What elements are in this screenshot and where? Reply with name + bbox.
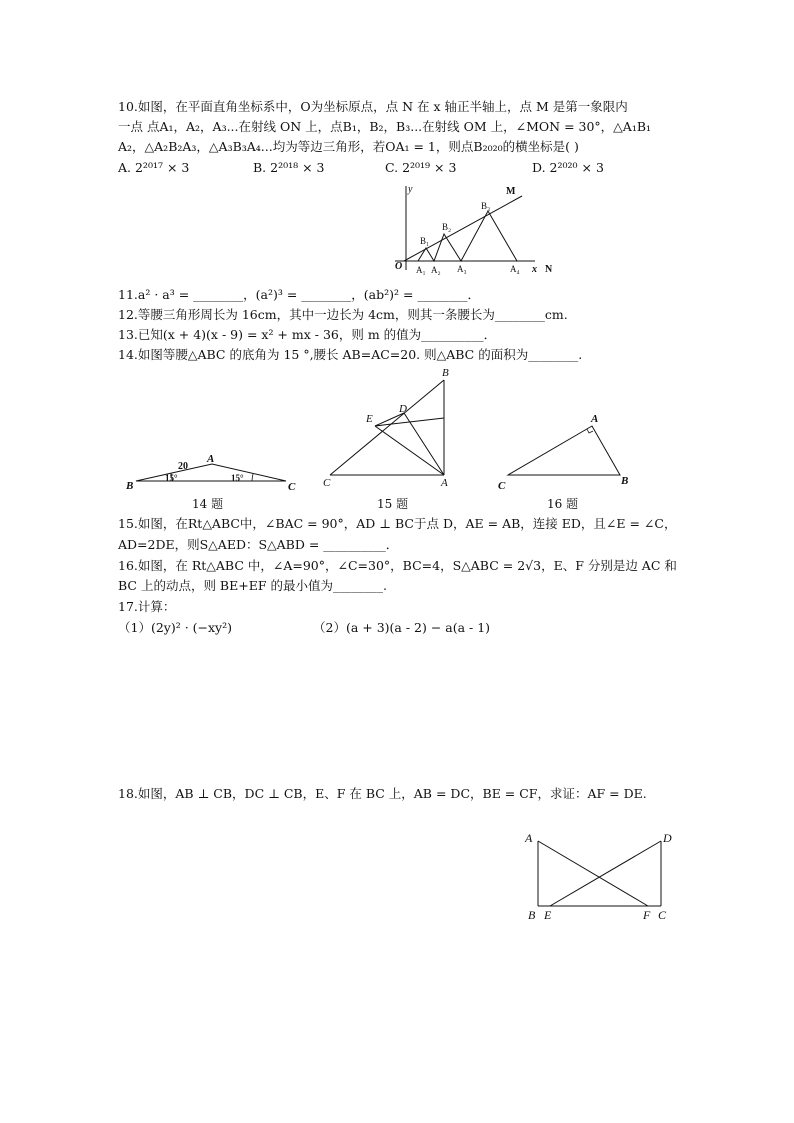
f14-side-label: 20 [178, 461, 188, 472]
q17-title: 17.计算： [118, 599, 176, 614]
label-a1: A₁ [416, 265, 426, 275]
figure-18 [520, 828, 680, 928]
q16-line2: BC 上的动点，则 BE+EF 的最小值为________. [118, 578, 387, 593]
f15-label-d: D [399, 403, 407, 415]
f18-label-c: C [658, 908, 667, 922]
caption-14: 14 题 [192, 497, 224, 511]
caption-16: 16 题 [547, 497, 579, 511]
f18-label-f: F [643, 908, 651, 922]
q10-figure [390, 180, 565, 280]
label-b2: B₂ [442, 222, 452, 232]
label-a2: A₂ [431, 265, 441, 275]
f14-label-a: A [207, 453, 215, 465]
f15-label-b: B [442, 367, 449, 379]
f14-angle-b: 15° [165, 473, 178, 483]
label-b3: B₃ [481, 201, 491, 211]
q10-line3: A₂，△A₂B₂A₃，△A₃B₃A₄...均为等边三角形，若OA₁ = 1，则点B₂₀₂₀的横坐标是( ) [118, 139, 579, 154]
label-a4: A₄ [510, 264, 520, 274]
f18-label-d: D [663, 831, 672, 845]
q16-line1: 16.如图，在 Rt△ABC 中，∠A=90°，∠C=30°，BC=4，S△ABC = 2√3，E、F 分别是边 AC 和 [118, 558, 677, 573]
q10-line1: 10.如图，在平面直角坐标系中，O为坐标原点，点 N 在 x 轴正半轴上，点 M 是第一象限内 [118, 99, 628, 114]
f15-label-e: E [366, 413, 373, 425]
q11: 11.a² · a³ = ________，(a²)³ = ________，(ab²)² = ________． [118, 287, 480, 302]
label-o: O [395, 261, 403, 272]
q15-line2: AD=2DE，则S△AED：S△ABD = __________． [118, 537, 399, 552]
q17-part2: （2）(a + 3)(a - 2) − a(a - 1) [313, 620, 491, 635]
option-c: C. 2²⁰¹⁹ × 3 [385, 160, 457, 175]
f14-angle-c: 15° [231, 473, 244, 483]
option-d: D. 2²⁰²⁰ × 3 [532, 160, 604, 175]
q17-part1: （1）(2y)² · (−xy²) [118, 620, 233, 635]
label-b1: B₁ [420, 236, 430, 246]
f18-label-b: B [528, 908, 536, 922]
option-a: A. 2²⁰¹⁷ × 3 [118, 160, 190, 175]
f15-label-c: C [323, 477, 331, 489]
f18-label-a: A [525, 831, 533, 845]
label-m: M [506, 186, 516, 197]
q18-text: 18.如图，AB ⊥ CB，DC ⊥ CB，E、F 在 BC 上，AB = DC，BE = CF，求证：AF = DE. [118, 786, 647, 801]
label-a3: A₃ [457, 264, 467, 274]
q14: 14.如图等腰△ABC 的底角为 15 °,腰长 AB=AC=20. 则△ABC 的面积为________. [118, 347, 583, 362]
figure-16 [495, 410, 635, 495]
figure-14 [122, 450, 307, 495]
f18-label-e: E [544, 908, 552, 922]
f14-label-c: C [288, 481, 296, 493]
axis-y-label: y [408, 184, 413, 195]
f14-label-b: B [126, 480, 134, 492]
f15-label-a: A [441, 477, 448, 489]
q10-line2: 一点 点A₁，A₂，A₃...在射线 ON 上，点B₁，B₂，B₃...在射线 OM 上，∠MON = 30°，△A₁B₁ [118, 119, 652, 134]
f16-label-a: A [591, 413, 599, 425]
f16-label-b: B [621, 475, 629, 487]
label-n: N [545, 264, 553, 275]
figure-15 [318, 362, 468, 492]
q13: 13.已知(x + 4)(x - 9) = x² + mx - 36，则 m 的值为__________． [118, 327, 497, 342]
option-b: B. 2²⁰¹⁸ × 3 [253, 160, 325, 175]
q15-line1: 15.如图，在Rt△ABC中，∠BAC = 90°，AD ⊥ BC于点 D，AE = AB，连接 ED，且∠E = ∠C， [118, 516, 677, 531]
f16-label-c: C [498, 480, 506, 492]
q12: 12.等腰三角形周长为 16cm，其中一边长为 4cm，则其一条腰长为________cm. [118, 307, 568, 322]
label-x: x [532, 264, 537, 275]
caption-15: 15 题 [377, 497, 409, 511]
